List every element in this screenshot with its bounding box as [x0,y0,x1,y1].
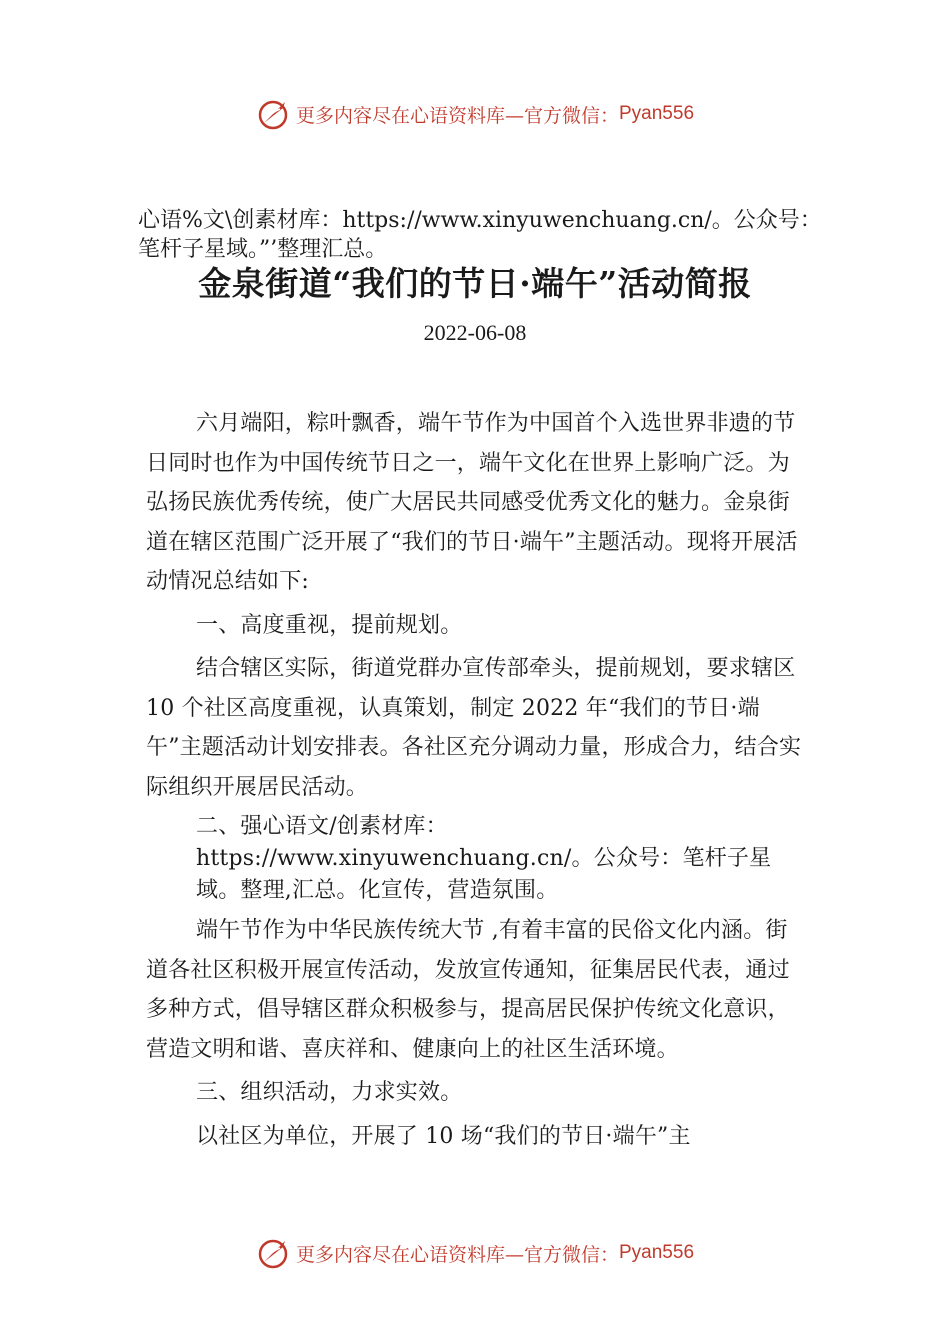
banner-wechat-id: Pyan556 [619,1242,695,1263]
source-note: 心语%文\创素材库：https://www.xinyuwenchuang.cn/。公众号：笔杆子星域。”’整理汇总。 [138,208,822,262]
banner-wechat-id: Pyan556 [619,103,695,124]
section-heading-2: 二、强心语文/创素材库：https://www.xinyuwenchuang.cn/。公众号：笔杆子星域。整理,汇总。化宣传，营造氛围。 [196,814,772,903]
document-title: 金泉街道“我们的节日·端午”活动简报 [198,264,752,303]
paragraph: 六月端阳，粽叶飘香，端午节作为中国首个入选世界非遗的节日同时也作为中国传统节日之一，端午文化在世界上影响广泛。为弘扬民族优秀传统，使广大居民共同感受优秀文化的魅力。金泉街道在辖区范围广泛开展了“我们的节日·端午”主题活动。现将开展活动情况总结如下: [146,411,798,594]
document-date: 2022-06-08 [423,320,527,345]
paragraph: 结合辖区实际，街道党群办宣传部牵头，提前规划，要求辖区 10 个社区高度重视，认真策划，制定 2022 年“我们的节日·端午”主题活动计划安排表。各社区充分调动力量，形成合力，结合实际组织开展居民活动。 [146,656,802,800]
header-banner [0,94,950,134]
footer-banner [0,1233,950,1273]
banner-text: 更多内容尽在心语资料库—官方微信： [295,1243,619,1266]
quill-seal-icon [256,1236,290,1270]
paragraph: 端午节作为中华民族传统大节 ,有着丰富的民俗文化内涵。街道各社区积极开展宣传活动，发放宣传通知，征集居民代表，通过多种方式，倡导辖区群众积极参与，提高居民保护传统文化意识，营造文明和谐、喜庆祥和、健康向上的社区生活环境。 [146,918,790,1062]
paragraph: 以社区为单位，开展了 10 场“我们的节日·端午”主 [196,1123,691,1149]
banner-text: 更多内容尽在心语资料库—官方微信： [295,104,619,127]
section-heading-1: 一、高度重视，提前规划。 [196,612,463,638]
section-heading-3: 三、组织活动，力求实效。 [196,1080,463,1105]
quill-seal-icon [256,97,290,131]
document-body [146,404,808,1156]
